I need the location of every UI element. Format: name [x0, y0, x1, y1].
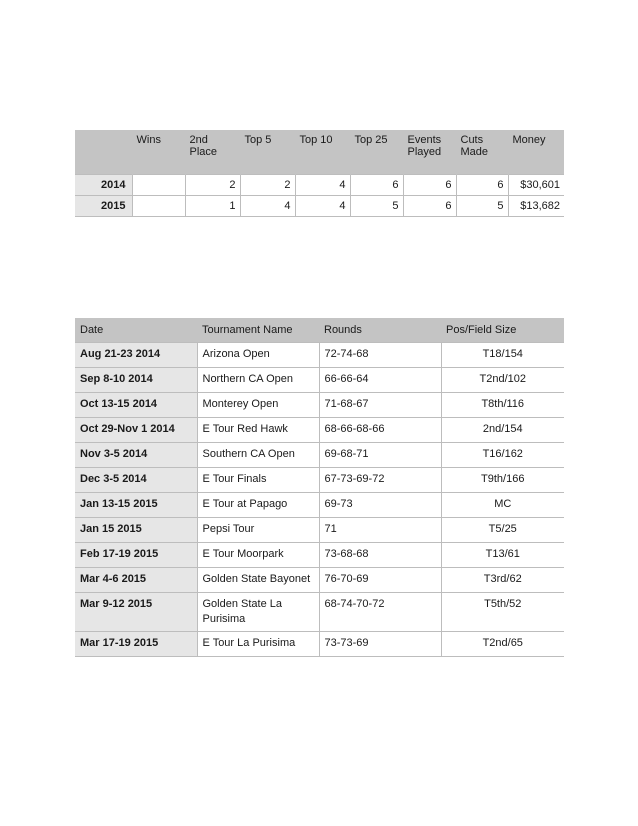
table-row: [75, 443, 564, 468]
season-summary-table: [75, 130, 564, 217]
results-tournament-name: Golden State Bayonet: [197, 568, 319, 593]
results-tournament-name: Golden State La Purisima: [197, 593, 319, 632]
results-position: T13/61: [441, 543, 564, 568]
results-position: T2nd/102: [441, 368, 564, 393]
results-rounds: 76-70-69: [319, 568, 441, 593]
table-row: [75, 368, 564, 393]
summary-top10: 4: [295, 175, 350, 196]
results-header-cell: Pos/Field Size: [441, 318, 564, 343]
summary-header-cell: Events Played: [403, 130, 456, 175]
table-row: [75, 418, 564, 443]
results-rounds: 73-73-69: [319, 632, 441, 657]
results-position: T3rd/62: [441, 568, 564, 593]
results-tournament-name: E Tour at Papago: [197, 493, 319, 518]
results-rounds: 67-73-69-72: [319, 468, 441, 493]
summary-events: 6: [403, 196, 456, 217]
results-position: T8th/116: [441, 393, 564, 418]
results-rounds: 68-66-68-66: [319, 418, 441, 443]
results-tournament-name: Northern CA Open: [197, 368, 319, 393]
results-position: MC: [441, 493, 564, 518]
summary-row: [75, 196, 564, 217]
results-date: Mar 4-6 2015: [75, 568, 197, 593]
summary-row: [75, 175, 564, 196]
summary-wins: [132, 196, 185, 217]
summary-events: 6: [403, 175, 456, 196]
results-position: 2nd/154: [441, 418, 564, 443]
results-position: T16/162: [441, 443, 564, 468]
summary-wins: [132, 175, 185, 196]
summary-cuts: 5: [456, 196, 508, 217]
summary-top10: 4: [295, 196, 350, 217]
table-row: [75, 632, 564, 657]
tournament-results-table: [75, 318, 564, 657]
results-position: T5/25: [441, 518, 564, 543]
results-date: Nov 3-5 2014: [75, 443, 197, 468]
summary-year: 2015: [75, 196, 132, 217]
results-position: T18/154: [441, 343, 564, 368]
summary-second: 1: [185, 196, 240, 217]
table-row: [75, 593, 564, 632]
results-rounds: 69-73: [319, 493, 441, 518]
summary-money: $13,682: [508, 196, 564, 217]
results-position: T9th/166: [441, 468, 564, 493]
results-date: Mar 9-12 2015: [75, 593, 197, 632]
results-date: Aug 21-23 2014: [75, 343, 197, 368]
results-tournament-name: Southern CA Open: [197, 443, 319, 468]
results-position: T2nd/65: [441, 632, 564, 657]
results-tournament-name: Pepsi Tour: [197, 518, 319, 543]
results-position: T5th/52: [441, 593, 564, 632]
summary-header-cell: Top 25: [350, 130, 403, 175]
results-header-cell: Tournament Name: [197, 318, 319, 343]
results-date: Jan 13-15 2015: [75, 493, 197, 518]
summary-top5: 4: [240, 196, 295, 217]
table-row: [75, 393, 564, 418]
table-row: [75, 543, 564, 568]
results-rounds: 69-68-71: [319, 443, 441, 468]
summary-money: $30,601: [508, 175, 564, 196]
results-header-cell: Rounds: [319, 318, 441, 343]
results-header-row: [75, 318, 564, 343]
summary-top25: 5: [350, 196, 403, 217]
summary-header-cell: Top 5: [240, 130, 295, 175]
results-rounds: 73-68-68: [319, 543, 441, 568]
results-tournament-name: E Tour La Purisima: [197, 632, 319, 657]
results-tournament-name: Monterey Open: [197, 393, 319, 418]
results-rounds: 66-66-64: [319, 368, 441, 393]
summary-second: 2: [185, 175, 240, 196]
table-row: [75, 468, 564, 493]
table-row: [75, 518, 564, 543]
summary-header-cell: Money: [508, 130, 564, 175]
summary-cuts: 6: [456, 175, 508, 196]
summary-year: 2014: [75, 175, 132, 196]
table-row: [75, 568, 564, 593]
results-date: Mar 17-19 2015: [75, 632, 197, 657]
results-rounds: 68-74-70-72: [319, 593, 441, 632]
results-rounds: 71-68-67: [319, 393, 441, 418]
summary-top5: 2: [240, 175, 295, 196]
summary-header-cell: Cuts Made: [456, 130, 508, 175]
results-date: Jan 15 2015: [75, 518, 197, 543]
summary-header-cell: Top 10: [295, 130, 350, 175]
table-row: [75, 343, 564, 368]
results-date: Dec 3-5 2014: [75, 468, 197, 493]
results-date: Oct 13-15 2014: [75, 393, 197, 418]
summary-header-cell: [75, 130, 132, 175]
results-tournament-name: E Tour Finals: [197, 468, 319, 493]
results-tournament-name: Arizona Open: [197, 343, 319, 368]
results-header-cell: Date: [75, 318, 197, 343]
summary-header-cell: 2nd Place: [185, 130, 240, 175]
summary-header-cell: Wins: [132, 130, 185, 175]
results-date: Oct 29-Nov 1 2014: [75, 418, 197, 443]
results-date: Sep 8-10 2014: [75, 368, 197, 393]
summary-top25: 6: [350, 175, 403, 196]
summary-header-row: [75, 130, 564, 175]
results-tournament-name: E Tour Red Hawk: [197, 418, 319, 443]
results-tournament-name: E Tour Moorpark: [197, 543, 319, 568]
results-rounds: 71: [319, 518, 441, 543]
results-date: Feb 17-19 2015: [75, 543, 197, 568]
table-row: [75, 493, 564, 518]
results-rounds: 72-74-68: [319, 343, 441, 368]
